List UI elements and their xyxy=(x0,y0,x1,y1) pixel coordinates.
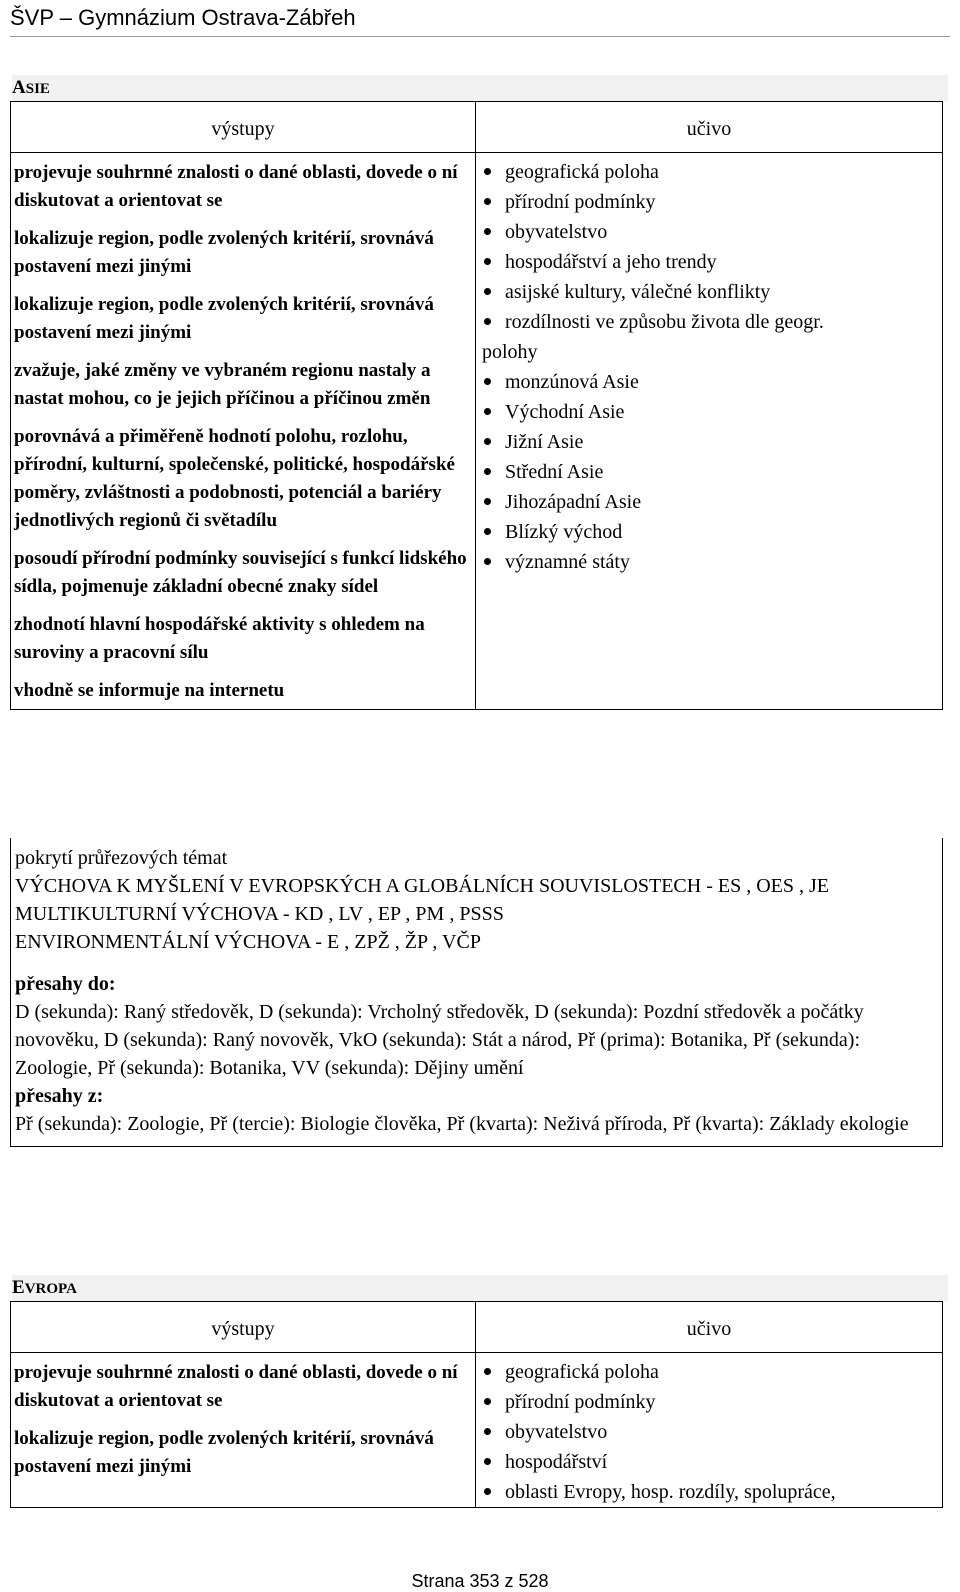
bullet-icon xyxy=(484,528,491,535)
section-title-asie xyxy=(12,75,948,101)
page-number: Strana 353 z 528 xyxy=(411,1571,549,1591)
outcome-item: porovnává a přiměřeně hodnotí polohu, rozlohu, přírodní, kulturní, společenské, politické, hospodářské poměry, zvláštnosti a podobnosti, potenciál a bariéry jednotlivých regionů či světadílu xyxy=(14,426,455,531)
overlap-to-label: přesahy do: xyxy=(15,973,116,995)
theme-item: ENVIRONMENTÁLNÍ VÝCHOVA - E , ZPŽ , ŽP , VČP xyxy=(15,931,481,953)
overlap-from-label: přesahy z: xyxy=(15,1085,104,1107)
outcome-item: lokalizuje region, podle zvolených kritérií, srovnává postavení mezi jinými xyxy=(14,294,434,343)
section-title-evropa xyxy=(12,1275,948,1301)
content-item: obyvatelstvo xyxy=(476,1417,942,1447)
bullet-icon xyxy=(484,468,491,475)
content-item: hospodářství xyxy=(476,1447,942,1477)
bullet-icon xyxy=(484,408,491,415)
section-title-rest: VROPA xyxy=(24,1281,77,1297)
content-list xyxy=(476,157,942,337)
bullet-icon xyxy=(484,228,491,235)
bullet-icon xyxy=(484,1458,491,1465)
content-item: významné státy xyxy=(476,547,942,577)
content-list xyxy=(476,1357,942,1507)
content-item: geografická poloha xyxy=(476,157,942,187)
column-header-content: učivo xyxy=(476,1302,943,1353)
bullet-icon xyxy=(484,288,491,295)
bullet-icon xyxy=(484,498,491,505)
outcome-item: posoudí přírodní podmínky související s funkcí lidského sídla, pojmenuje základní obecné znaky sídel xyxy=(14,548,467,597)
outcome-item: projevuje souhrnné znalosti o dané oblasti, dovede o ní diskutovat a orientovat se xyxy=(14,1362,458,1411)
content-item: asijské kultury, válečné konflikty xyxy=(476,277,942,307)
curriculum-table-asie xyxy=(10,101,943,710)
header-rule xyxy=(10,36,950,37)
content-item: oblasti Evropy, hosp. rozdíly, spolupráce, xyxy=(476,1477,942,1507)
theme-item: VÝCHOVA K MYŠLENÍ V EVROPSKÝCH A GLOBÁLNÍCH SOUVISLOSTECH - ES , OES , JE xyxy=(15,875,829,897)
bullet-icon xyxy=(484,168,491,175)
content-item: Jižní Asie xyxy=(476,427,942,457)
bullet-icon xyxy=(484,318,491,325)
content-item: geografická poloha xyxy=(476,1357,942,1387)
content-continuation: polohy xyxy=(482,341,538,363)
bullet-icon xyxy=(484,1428,491,1435)
outcome-item: zvažuje, jaké změny ve vybraném regionu nastaly a nastat mohou, co je jejich příčinou a příčinou změn xyxy=(14,360,431,409)
content-item: Střední Asie xyxy=(476,457,942,487)
overlap-from-text: Př (sekunda): Zoologie, Př (tercie): Biologie člověka, Př (kvarta): Neživá příroda, Př (kvarta): Základy ekologie xyxy=(15,1113,909,1135)
content-cell xyxy=(476,1353,943,1508)
bullet-icon xyxy=(484,258,491,265)
outcomes-cell xyxy=(11,153,476,710)
curriculum-table-evropa xyxy=(10,1301,943,1508)
outcome-item: lokalizuje region, podle zvolených kritérií, srovnává postavení mezi jinými xyxy=(14,228,434,277)
section-title-cap: A xyxy=(12,77,26,98)
bullet-icon xyxy=(484,378,491,385)
bullet-icon xyxy=(484,1488,491,1495)
content-item: obyvatelstvo xyxy=(476,217,942,247)
themes-label: pokrytí průřezových témat xyxy=(15,847,228,869)
bullet-icon xyxy=(484,1368,491,1375)
outcomes-cell xyxy=(11,1353,476,1508)
content-item: rozdílnosti ve způsobu života dle geogr. xyxy=(476,307,942,337)
content-item: monzúnová Asie xyxy=(476,367,942,397)
section-title-cap: E xyxy=(12,1277,25,1298)
content-item: Východní Asie xyxy=(476,397,942,427)
content-cell xyxy=(476,153,943,710)
column-header-content: učivo xyxy=(476,102,943,153)
content-item: hospodářství a jeho trendy xyxy=(476,247,942,277)
outcome-item: lokalizuje region, podle zvolených kritérií, srovnává postavení mezi jinými xyxy=(14,1428,434,1477)
section-title-rest: SIE xyxy=(25,81,50,97)
bullet-icon xyxy=(484,1398,491,1405)
content-item: přírodní podmínky xyxy=(476,187,942,217)
content-item: Jihozápadní Asie xyxy=(476,487,942,517)
overlap-to-text: D (sekunda): Raný středověk, D (sekunda): Vrcholný středověk, D (sekunda): Pozdní středověk a počátky novověku, D (sekunda): Raný novověk, VkO (sekunda): Stát a národ, Př (prima): Botanika, Př (sekunda): Zoologie, Př (sekunda): Botanika, VV (sekunda): Dějiny umění xyxy=(15,1001,864,1079)
content-item: přírodní podmínky xyxy=(476,1387,942,1417)
bullet-icon xyxy=(484,198,491,205)
document-header: ŠVP – Gymnázium Ostrava-Zábřeh xyxy=(10,5,356,30)
outcome-item: vhodně se informuje na internetu xyxy=(14,680,285,701)
bullet-icon xyxy=(484,558,491,565)
column-header-outcomes: výstupy xyxy=(11,1302,476,1353)
content-item: Blízký východ xyxy=(476,517,942,547)
outcome-item: projevuje souhrnné znalosti o dané oblasti, dovede o ní diskutovat a orientovat se xyxy=(14,162,458,211)
bullet-icon xyxy=(484,438,491,445)
column-header-outcomes: výstupy xyxy=(11,102,476,153)
theme-item: MULTIKULTURNÍ VÝCHOVA - KD , LV , EP , PM , PSSS xyxy=(15,903,504,925)
outcome-item: zhodnotí hlavní hospodářské aktivity s ohledem na suroviny a pracovní sílu xyxy=(14,614,425,663)
content-list-regions xyxy=(476,367,942,577)
themes-and-overlaps xyxy=(10,838,943,1147)
